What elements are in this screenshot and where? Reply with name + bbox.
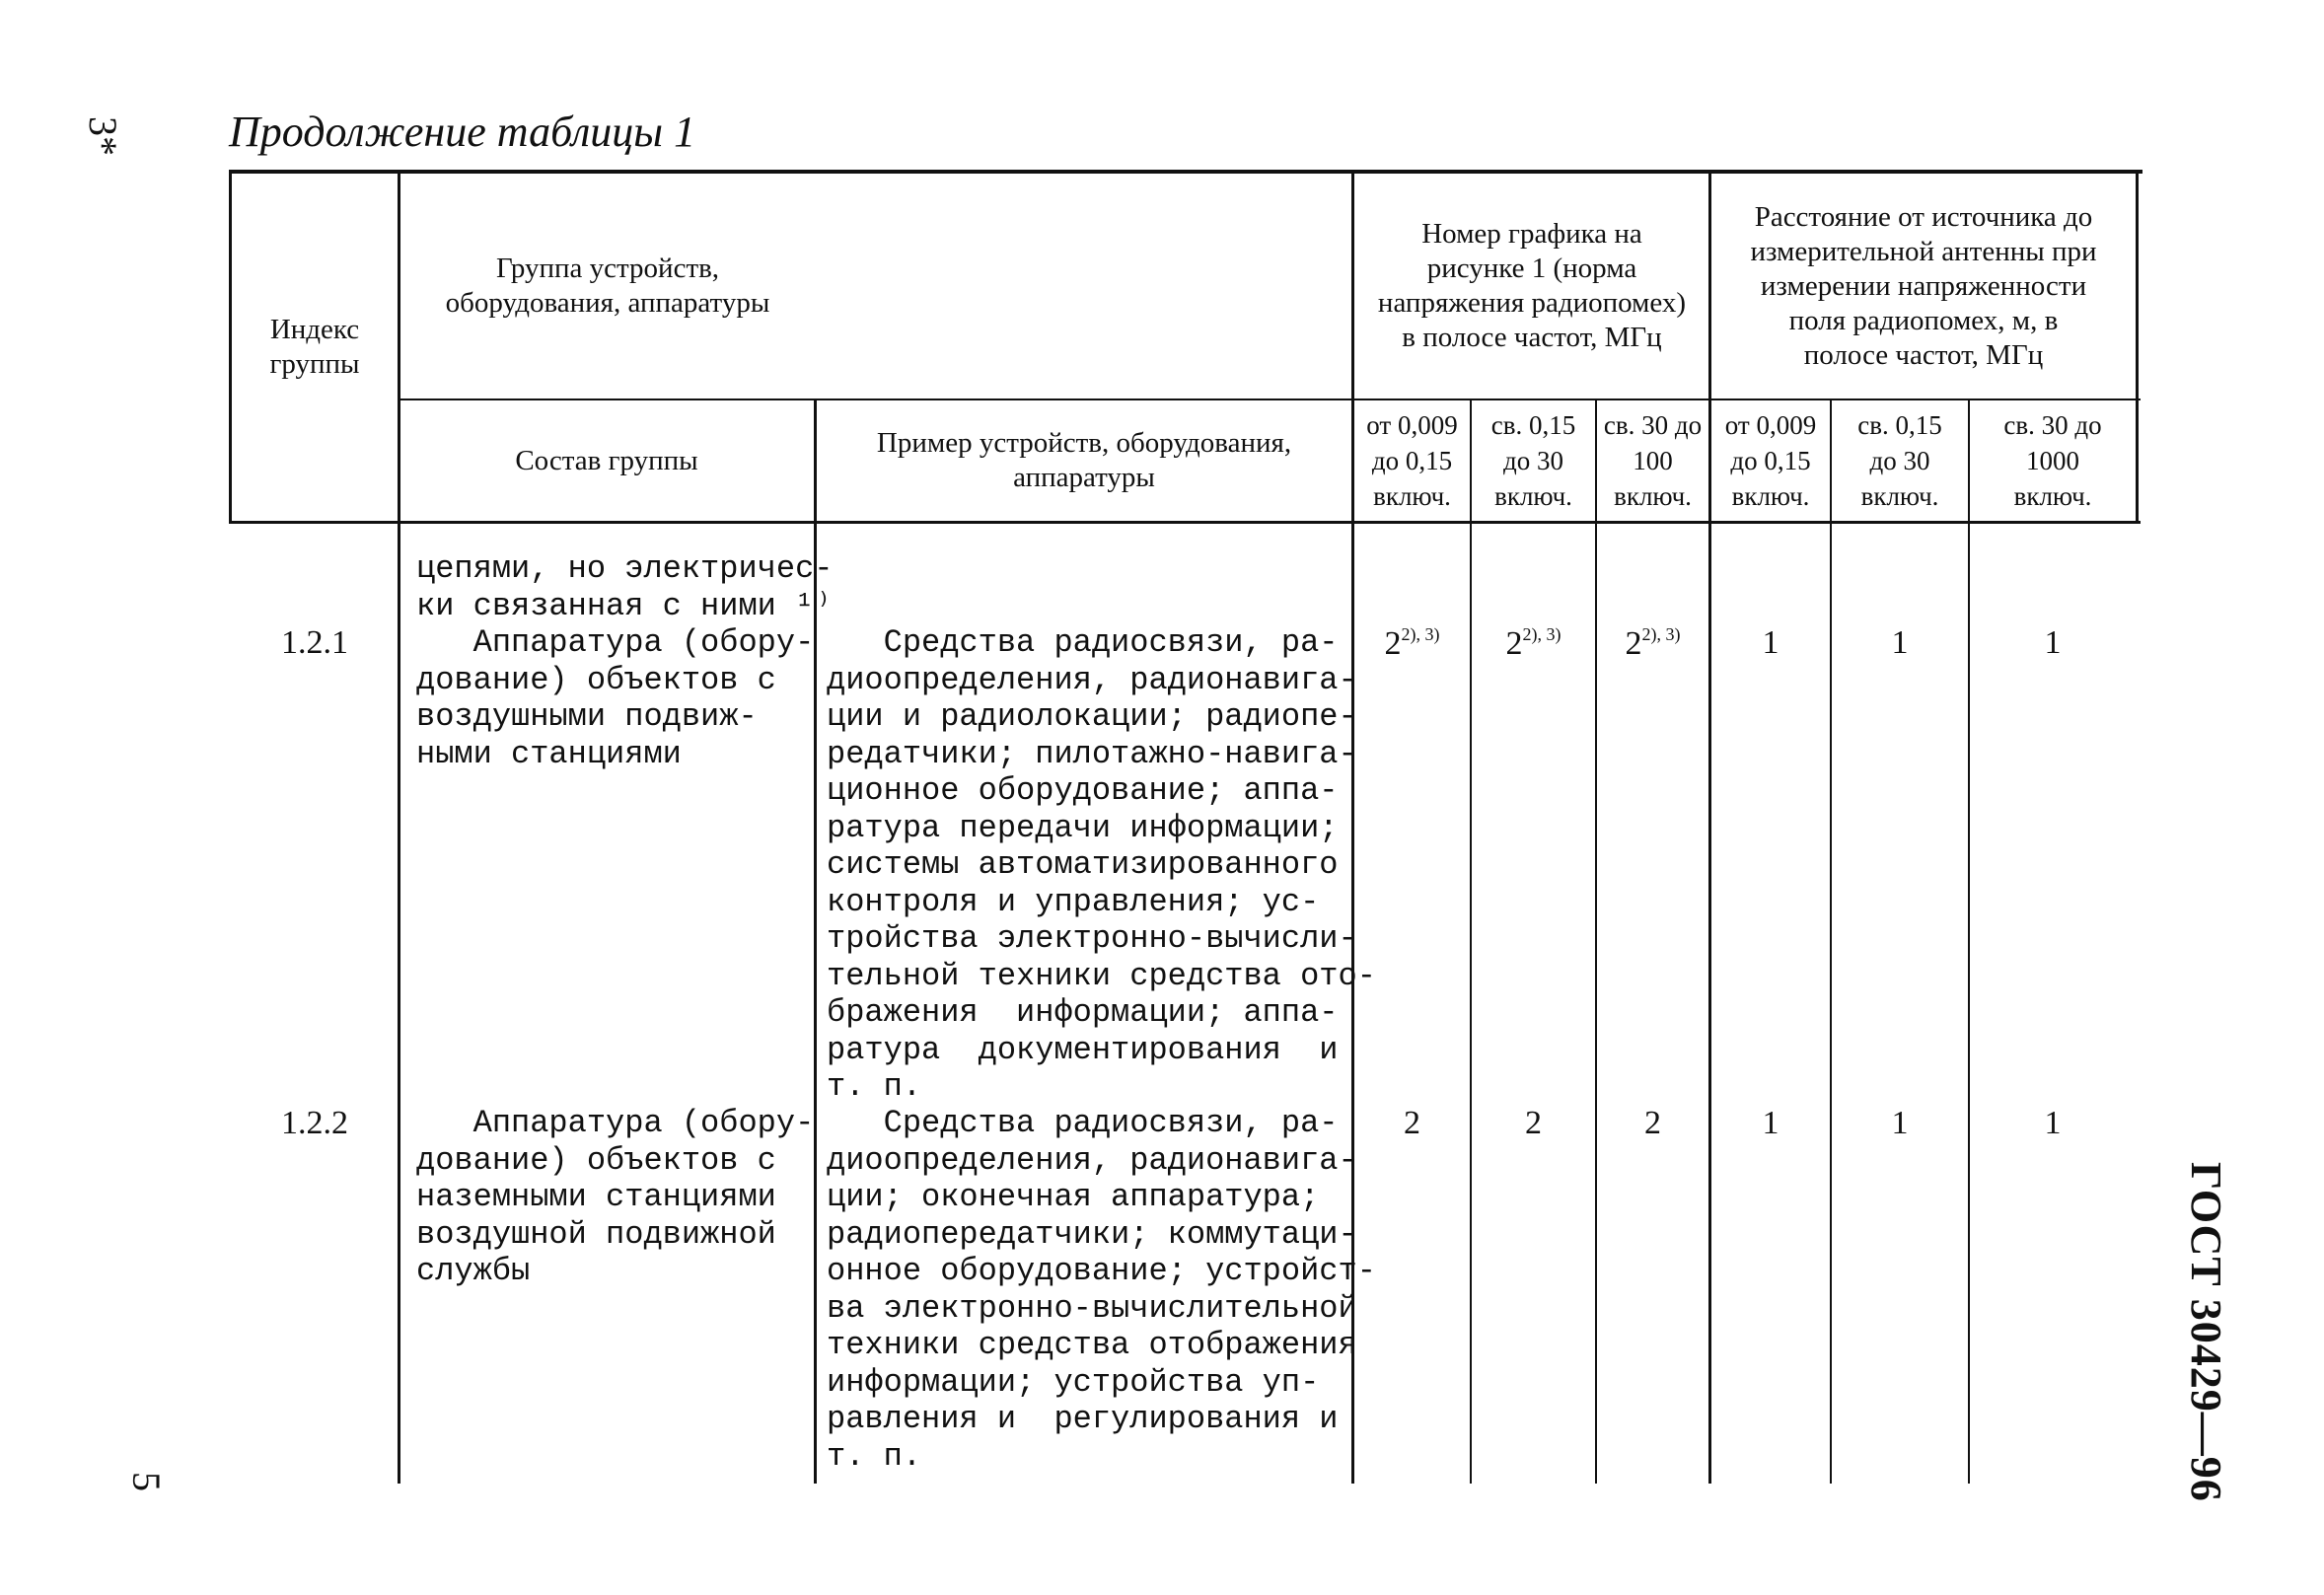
row-1-distance-3: 1 xyxy=(2044,624,2062,661)
row-2-distance-2: 1 xyxy=(1891,1105,1909,1141)
header-graph-band-2: св. 0,15 до 30 включ. xyxy=(1490,410,1576,511)
page-marker-top: 3* xyxy=(81,116,125,156)
row-2-composition: Аппаратура (обору- дование) объектов с наземными станциями воздушной подвижной службы xyxy=(416,1105,815,1289)
row-1-graph-2: $2^{2), 3)}$ xyxy=(1505,624,1561,662)
row-1-distance-1: 1 xyxy=(1762,624,1779,661)
row-1-example: Средства радиосвязи, ра- диоопределения, радионавига- ции и радиолокации; радиопе- редатчики; пилотажно-навига- ционное оборудование; аппа- ратура передачи информации; системы автоматизированного контроля и управления; ус- тройства электронно-вычисли- тельной техники средства ото- бражения информации; аппа- ратура документирования и т. п. xyxy=(827,624,1376,1105)
header-composition: Состав группы xyxy=(515,444,698,476)
row-1-distance-2: 1 xyxy=(1891,624,1909,661)
page-title: Продолжение таблицы 1 xyxy=(229,108,696,156)
row-1-graph-3: $2^{2), 3)}$ xyxy=(1625,624,1681,662)
row-1-index: 1.2.1 xyxy=(281,624,348,661)
header-graph: Номер графика на рисунке 1 (норма напряжения радиопомех) в полосе частот, МГц xyxy=(1377,218,1687,353)
header-group: Группа устройств, оборудования, аппаратуры xyxy=(445,253,770,319)
row-2-distance-3: 1 xyxy=(2044,1105,2062,1141)
header-distance: Расстояние от источника до измерительной антенны при измерении напряженности поля радиопомех, м, в полосе частот, МГц xyxy=(1750,200,2097,371)
gost-label: ГОСТ 30429—96 xyxy=(2182,1162,2230,1502)
row-2-graph-3: 2 xyxy=(1644,1105,1661,1141)
row-2-graph-1: 2 xyxy=(1404,1105,1420,1141)
header-graph-band-3: св. 30 до 100 включ. xyxy=(1603,410,1703,511)
header-distance-band-1: от 0,009 до 0,15 включ. xyxy=(1724,410,1817,511)
page-marker-bottom: 5 xyxy=(124,1472,169,1491)
row-1-graph-1: $2^{2), 3)}$ xyxy=(1384,624,1440,662)
header-distance-band-2: св. 0,15 до 30 включ. xyxy=(1857,410,1942,511)
row-2-graph-2: 2 xyxy=(1525,1105,1542,1141)
row-2-distance-1: 1 xyxy=(1762,1105,1779,1141)
header-graph-band-1: от 0,009 до 0,15 включ. xyxy=(1366,410,1458,511)
header-index: Индекс группы xyxy=(269,314,360,380)
header-distance-band-3: св. 30 до 1000 включ. xyxy=(2003,410,2102,511)
header-example: Пример устройств, оборудования, аппаратуры xyxy=(876,427,1292,493)
continuation-text: цепями, но электричес- ки связанная с ними ¹⁾ xyxy=(416,550,834,624)
row-1-composition: Аппаратура (обору- дование) объектов с воздушными подвиж- ными станциями xyxy=(416,624,815,772)
row-2-index: 1.2.2 xyxy=(281,1105,348,1141)
row-2-example: Средства радиосвязи, ра- диоопределения, радионавига- ции; оконечная аппаратура; радиопередатчики; коммутаци- онное оборудование; устройст- ва электронно-вычислительной техники средства отображения информации; устройства уп- равления и регулирования и т. п. xyxy=(827,1105,1376,1475)
